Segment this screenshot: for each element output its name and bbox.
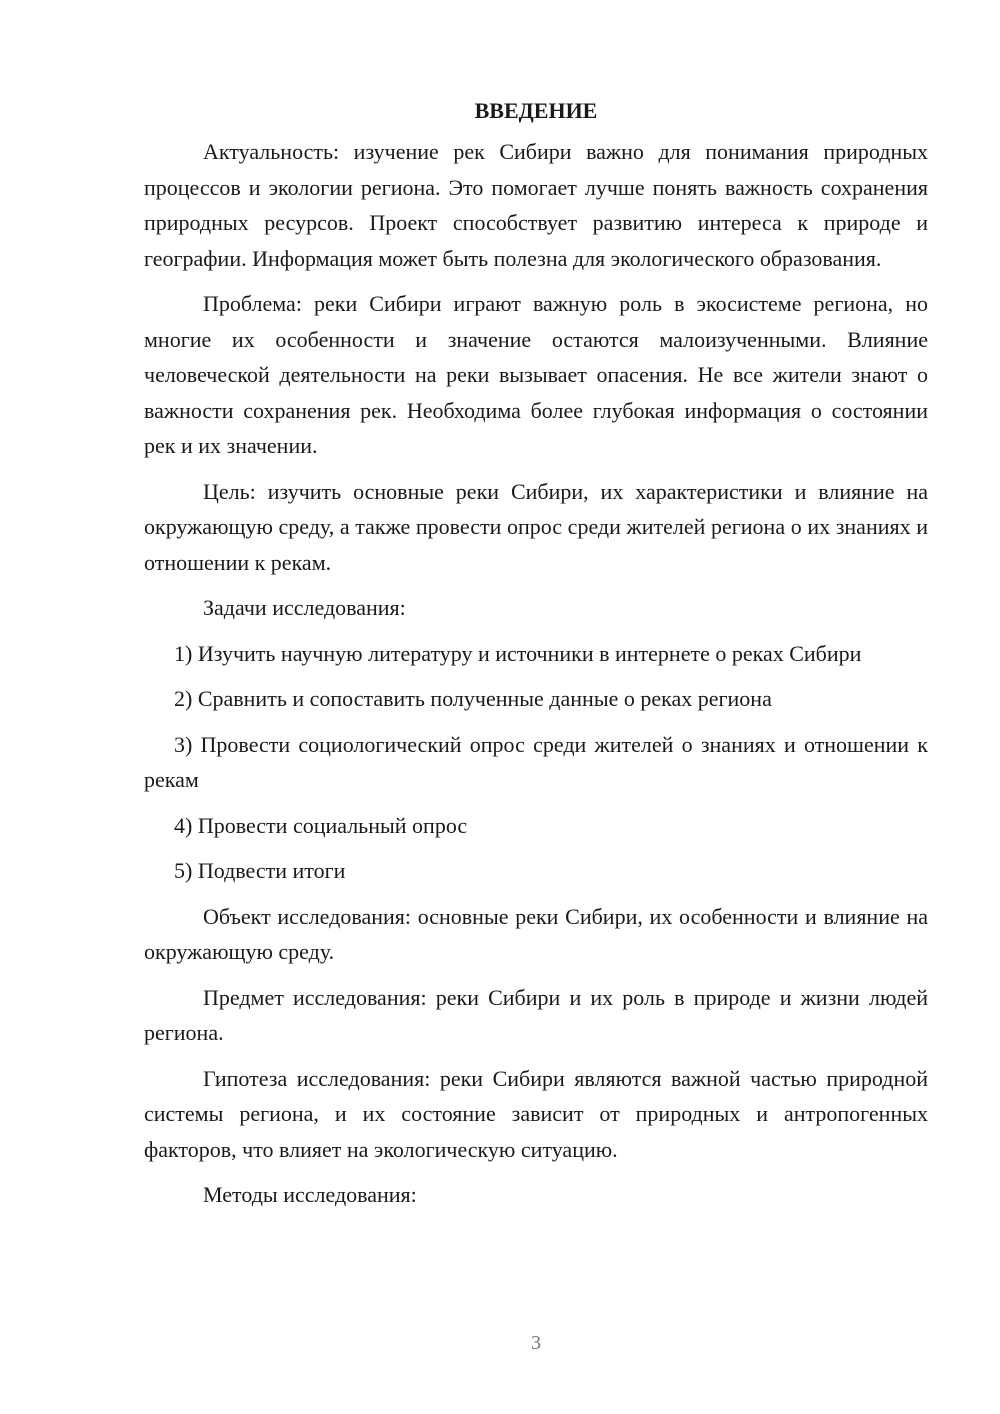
task-item: 5) Подвести итоги (174, 858, 346, 883)
methods-heading: Методы исследования: (203, 1182, 417, 1207)
relevance-paragraph: Актуальность: изучение рек Сибири важно для понимания природных процессов и экологии региона. Это помогает лучше понять важность сохранения природных ресурсов. Проект способствует развитию интереса к природе и географии. Информация может быть полезна для экологического образования. (144, 139, 928, 271)
task-item: 2) Сравнить и сопоставить полученные данные о реках региона (174, 686, 772, 711)
subject-paragraph: Предмет исследования: реки Сибири и их роль в природе и жизни людей региона. (144, 984, 928, 1045)
object-paragraph: Объект исследования: основные реки Сибири, их особенности и влияние на окружающую среду. (144, 903, 928, 964)
problem-paragraph: Проблема: реки Сибири играют важную роль в экосистеме региона, но многие их особенности и значение остаются малоизученными. Влияние человеческой деятельности на реки вызывает опасения. Не все жители знают о важности сохранения рек. Необходима более глубокая информация о состоянии рек и их значении. (144, 291, 928, 458)
section-title: ВВЕДЕНИЕ (474, 98, 598, 123)
task-item: 4) Провести социальный опрос (174, 812, 468, 838)
goal-paragraph: Цель: изучить основные реки Сибири, их характеристики и влияние на окружающую среду, а также провести опрос среди жителей региона о их знаниях и отношении к рекам. (144, 478, 928, 575)
hypothesis-paragraph: Гипотеза исследования: реки Сибири являются важной частью природной системы региона, и их состояние зависит от природных и антропогенных факторов, что влияет на экологическую ситуацию. (144, 1065, 928, 1162)
tasks-list (144, 636, 928, 889)
page-number: 3 (531, 1332, 541, 1354)
task-item: 1) Изучить научную литературу и источники в интернете о реках Сибири (174, 640, 862, 666)
document-page (144, 90, 928, 1223)
tasks-heading: Задачи исследования: (203, 595, 406, 620)
task-item: 3) Провести социологический опрос среди жителей о знаниях и отношении к рекам (144, 731, 928, 792)
